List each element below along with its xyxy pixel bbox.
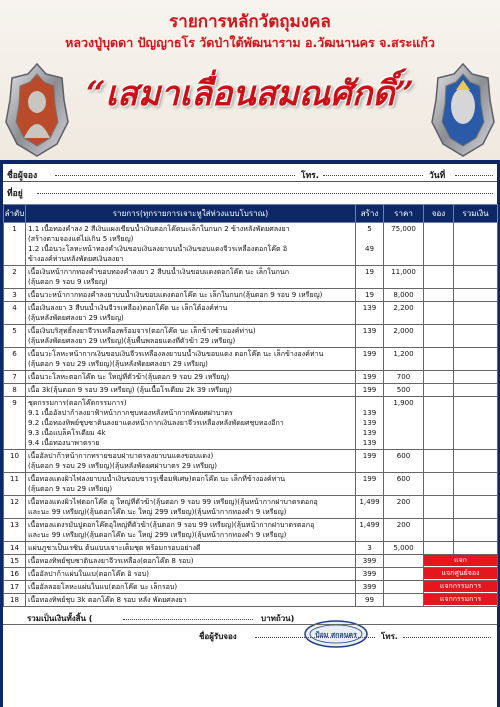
description-line: เนื้ออัลปาก้าแผ่นในแบ(ตอกโค๊ต อิ รอบ): [28, 569, 150, 578]
row-number: 13: [4, 519, 26, 542]
address-label: ที่อยู่: [7, 189, 23, 199]
reserve-cell[interactable]: [424, 266, 454, 289]
row-price: [384, 519, 424, 542]
reserve-cell[interactable]: [424, 397, 454, 450]
price-value: 600: [396, 474, 411, 483]
description-line: แผ่นภูชาเป็นเรซิน ต้นแบบเจาะเต็มชุด พร้อมกรอบอย่างดี: [28, 543, 201, 552]
total-cell[interactable]: [454, 397, 498, 450]
row-number: 10: [4, 450, 26, 473]
quantity-value: 199: [362, 349, 377, 358]
price-value: [386, 438, 421, 448]
quantity-value: 19: [364, 290, 375, 299]
reserve-cell[interactable]: [424, 371, 454, 384]
quantity-value: [358, 484, 381, 494]
price-value: 200: [396, 497, 411, 506]
quantity-value: 19: [364, 267, 375, 276]
table-row: [4, 223, 498, 266]
quantity-value: 399: [362, 582, 377, 591]
description-line: ชุดกรรมการ(ตอกโค๊ตกรรมการ): [28, 398, 127, 407]
price-value: 2,200: [393, 303, 414, 312]
row-price: [384, 581, 424, 594]
total-cell[interactable]: [454, 542, 498, 555]
price-value: [386, 418, 421, 428]
description-line: 9.1 เนื้ออัลปาก้าลงยาฟ้าหน้ากากชุบทองหลังหน้ากากพัดยศฝาบาตร: [28, 408, 233, 417]
table-row: [4, 266, 498, 289]
total-cell[interactable]: [454, 496, 498, 519]
row-description: [26, 371, 356, 384]
price-value: 5,000: [393, 543, 414, 552]
price-value: [386, 336, 421, 346]
table-row: [4, 568, 498, 581]
name-input[interactable]: [55, 175, 295, 176]
description-line: 9.2 เนื้อทองทิพย์ชุบซาตินลงยาแดงหน้ากากเงินลงยาจีวรเหลืองหลังพัดยศชุบทองอีกา: [28, 418, 284, 427]
description-line: (ลุ้นหลังพัดยศลงยา 29 เหรียญ): [28, 313, 124, 322]
row-quantity: [356, 542, 384, 555]
row-price: [384, 266, 424, 289]
row-quantity: [356, 289, 384, 302]
row-number: 18: [4, 594, 26, 607]
row-price: [384, 555, 424, 568]
reserve-cell[interactable]: [424, 519, 454, 542]
quantity-value: 199: [362, 385, 377, 394]
row-price: [384, 450, 424, 473]
row-price: [384, 542, 424, 555]
row-description: [26, 266, 356, 289]
quantity-value: [358, 336, 381, 346]
quantity-value: [358, 398, 381, 408]
reserve-cell[interactable]: [424, 496, 454, 519]
description-line: (สร้างตามจองแต่ไม่เกิน 5 เหรียญ): [28, 234, 134, 243]
row-description: [26, 594, 356, 607]
table-row: [4, 325, 498, 348]
total-input[interactable]: [123, 619, 253, 620]
row-price: [384, 496, 424, 519]
quantity-value: 199: [362, 372, 377, 381]
row-description: [26, 542, 356, 555]
quantity-value: 199: [362, 451, 377, 460]
total-cell[interactable]: [454, 302, 498, 325]
price-value: [386, 461, 421, 471]
row-quantity: [356, 555, 384, 568]
row-number: 5: [4, 325, 26, 348]
price-value: [386, 556, 421, 566]
row-price: [384, 397, 424, 450]
price-value: [386, 254, 421, 264]
price-value: [386, 408, 421, 418]
quantity-value: 139: [362, 303, 377, 312]
reserve-cell[interactable]: [424, 348, 454, 371]
row-description: [26, 581, 356, 594]
quantity-value: 139: [362, 326, 377, 335]
quantity-value: 1,499: [359, 497, 380, 506]
row-description: [26, 384, 356, 397]
quantity-value: [358, 277, 381, 287]
quantity-value: 5: [367, 224, 372, 233]
table-row: [4, 473, 498, 496]
total-cell[interactable]: [454, 371, 498, 384]
row-description: [26, 450, 356, 473]
row-number: 9: [4, 397, 26, 450]
row-description: [26, 568, 356, 581]
price-value: [386, 569, 421, 579]
description-line: และนะ 99 เหรียญ)(ลุ้นตอกโค๊ต นะ ใหญ่ 299 เหรียญ)(ลุ้นหน้ากากทองคำ 9 เหรียญ): [28, 530, 287, 539]
reserve-cell[interactable]: [424, 450, 454, 473]
row-number: 14: [4, 542, 26, 555]
quantity-value: [358, 461, 381, 471]
description-line: (ลุ้นตอก 9 รอบ 29 เหรียญ)(ลุ้นหลังพัดยศฝาบาตร 29 เหรียญ): [28, 461, 217, 470]
total-cell[interactable]: [454, 325, 498, 348]
row-number: 16: [4, 568, 26, 581]
description-line: เนื้อเงินหน้ากากทองคำขอบทองคำลงยา 2 สีบนน้ำเงินขอบแดงตอกโค๊ต นะ เล็กในกนก: [28, 267, 290, 276]
total-cell[interactable]: [454, 289, 498, 302]
row-quantity: [356, 266, 384, 289]
table-row: [4, 384, 498, 397]
description-line: ข้างองค์ท่านหลังพัดยศเงินลงยา: [28, 254, 124, 263]
quantity-value: 49: [364, 244, 375, 253]
quantity-value: [358, 234, 381, 244]
description-line: 1.1 เนื้อทองคำลง 2 สีเงินแผงเขียนน้ำเงินตอกโค๊ตนะเล็กในกนก 2 ข้างหลังพัดยศลงยา: [28, 224, 290, 233]
phone-input[interactable]: [323, 175, 423, 176]
row-description: [26, 223, 356, 266]
header-reserve: จอง: [424, 205, 454, 223]
price-value: [386, 428, 421, 438]
table-row: [4, 289, 498, 302]
row-description: [26, 519, 356, 542]
row-status: [424, 594, 498, 607]
description-line: เนื้อ 3k(ลุ้นตอก 9 รอบ 39 เหรียญ) (ลุ้นเนื้อโรเดียม 2k 39 เหรียญ): [28, 385, 233, 394]
row-description: [26, 325, 356, 348]
price-value: 2,000: [393, 326, 414, 335]
description-line: เนื้อทองแดงรมันปูตอกโค๊ตอุใหญ่ที่ตัวฆ้า(ลุ้นตอก 9 รอบ 99 เหรียญ)(ลุ้นหน้ากากฝาบาตรตอกอุ: [28, 520, 315, 529]
row-description: [26, 555, 356, 568]
price-value: 1,900: [393, 398, 414, 407]
row-price: [384, 325, 424, 348]
row-number: 17: [4, 581, 26, 594]
quantity-value: 139: [362, 418, 377, 427]
row-quantity: [356, 496, 384, 519]
poster-title: “เสมาเลื่อนสมณศักดิ์”: [85, 74, 415, 114]
price-value: 200: [396, 520, 411, 529]
row-description: [26, 496, 356, 519]
stamp-text: ป้อม สกลนคร: [315, 631, 357, 639]
description-line: เนื้อทองทิพย์ชุบซาตินลงยาจีวรเหลือง(ตอกโค๊ต 8 รอบ): [28, 556, 194, 565]
row-price: [384, 348, 424, 371]
header-desc: รายการ(ทุกรายการเจาะหูใส่ห่วงแบบโบราณ): [26, 205, 356, 223]
status-badge: แจกกรรมการ: [424, 581, 497, 592]
description-line: เนื้ออัลปาก้าหน้ากากทรายขอบฝาบาตรลงยาบนแดงขอบแดง): [28, 451, 214, 460]
header-qty: สร้าง: [356, 205, 384, 223]
row-quantity: [356, 348, 384, 371]
row-quantity: [356, 384, 384, 397]
quantity-value: 1,499: [359, 520, 380, 529]
header-price: ราคา: [384, 205, 424, 223]
date-label: วันที่: [429, 171, 446, 181]
row-description: [26, 302, 356, 325]
row-number: 15: [4, 555, 26, 568]
row-description: [26, 473, 356, 496]
row-price: [384, 568, 424, 581]
name-row: [3, 164, 497, 182]
row-quantity: [356, 223, 384, 266]
quantity-value: 139: [362, 428, 377, 437]
total-label: รวมเป็นเงินทั้งสิ้น (: [27, 614, 93, 623]
receiver-label: ชื่อผู้รับจอง: [199, 632, 237, 641]
price-value: 75,000: [391, 224, 416, 233]
baht-label: บาทถ้วน): [261, 614, 295, 623]
reserve-cell[interactable]: [424, 542, 454, 555]
row-number: 11: [4, 473, 26, 496]
price-value: 600: [396, 451, 411, 460]
price-value: [386, 507, 421, 517]
receiver-row: [3, 626, 497, 643]
description-line: เนื้อนวะโลหะตอกโค๊ต นะ ใหญ่ที่ตัวฆ้า(ลุ้นตอก 9 รอบ 29 เหรียญ): [28, 372, 230, 381]
row-price: [384, 594, 424, 607]
row-quantity: [356, 450, 384, 473]
row-number: 1: [4, 223, 26, 266]
quantity-value: 99: [364, 595, 375, 604]
row-quantity: [356, 519, 384, 542]
quantity-value: [358, 507, 381, 517]
row-status: [424, 555, 498, 568]
table-row: [4, 555, 498, 568]
table-row: [4, 581, 498, 594]
price-value: 700: [396, 372, 411, 381]
total-cell[interactable]: [454, 519, 498, 542]
table-row: [4, 302, 498, 325]
reserve-cell[interactable]: [424, 473, 454, 496]
reserve-cell[interactable]: [424, 289, 454, 302]
total-cell[interactable]: [454, 473, 498, 496]
row-price: [384, 223, 424, 266]
table-header-row: [4, 205, 498, 223]
quantity-value: 399: [362, 569, 377, 578]
description-line: 9.3 เนื้อแบล็คโรเดียม 4k: [28, 428, 106, 437]
price-value: 500: [396, 385, 411, 394]
row-number: 4: [4, 302, 26, 325]
row-status: [424, 581, 498, 594]
price-value: [386, 234, 421, 244]
order-form-frame: [0, 160, 500, 707]
price-value: 1,200: [393, 349, 414, 358]
quantity-value: 3: [367, 543, 372, 552]
receiver-phone-label: โทร.: [381, 632, 398, 641]
row-number: 7: [4, 371, 26, 384]
header-no: ลำดับ: [4, 205, 26, 223]
table-row: [4, 519, 498, 542]
row-quantity: [356, 594, 384, 607]
description-line: เนื้อทองแดงผิวไฟตอกโค๊ต อุ ใหญ่ที่ตัวฆ้า(ลุ้นตอก 9 รอบ 99 เหรียญ)(ลุ้นหน้ากากฝาบาตรตอกอุ: [28, 497, 318, 506]
header-line-1: รายการหลักวัตถุมงคล: [169, 12, 331, 32]
quantity-value: [358, 359, 381, 369]
row-description: [26, 289, 356, 302]
price-value: 8,000: [393, 290, 414, 299]
date-input[interactable]: [455, 175, 493, 176]
reserve-cell[interactable]: [424, 302, 454, 325]
price-value: 11,000: [391, 267, 416, 276]
row-price: [384, 289, 424, 302]
row-price: [384, 384, 424, 397]
description-line: เนื้อนวะโลหะหน้ากากเงินขอบเงินจีวรเหลืองลงยาบนน้ำเงินขอบแดง ตอกโค๊ต นะ เล็กข้างองค์ท่าน: [28, 349, 324, 358]
description-line: เนื้อเงินลงยา 3 สีบนน้ำเงินจีวรเหลือง)ตอกโค๊ต นะ เล็กโต้องค์ท่าน: [28, 303, 228, 312]
quantity-value: [358, 254, 381, 264]
description-line: เนื้อเงินบริสุทธิ์ลงยาจีวรเหลืองพร้อมจาร(ตอกโค๊ต นะ เล็กข้างซ้ายองค์ท่าน): [28, 326, 256, 335]
price-value: [386, 530, 421, 540]
receiver-phone-input[interactable]: [403, 637, 491, 638]
table-row: [4, 371, 498, 384]
quantity-value: 139: [362, 438, 377, 447]
description-line: (ลุ้นตอก 9 รอบ 29 เหรียญ): [28, 484, 113, 493]
row-quantity: [356, 473, 384, 496]
description-line: (ลุ้นตอก 9 รอบ 9 เหรียญ): [28, 277, 108, 286]
order-form: [3, 164, 497, 707]
table-row: [4, 397, 498, 450]
description-line: (ลุ้นหลังพัดยศลงยา 29 เหรียญ)(ลุ้นพื้นพลอยแดงที่ตัวฆ้า 29 เหรียญ): [28, 336, 236, 345]
price-value: [386, 484, 421, 494]
address-row: [3, 182, 497, 200]
header-line-2: หลวงปู่บุดดา ปัญญาธโร วัดป่าใต้พัฒนาราม อ.วัฒนานคร จ.สระแก้ว: [65, 35, 435, 50]
description-line: 1.2 เนื้อนวะโลหะหน้าทองคำเงินขอบเงินลงยาบนน้ำเงินขอบแดงจีวรเหลืองตอกโค๊ต อิ: [28, 244, 288, 253]
receiver-input[interactable]: [255, 637, 375, 638]
row-status: [424, 568, 498, 581]
total-cell[interactable]: [454, 384, 498, 397]
row-quantity: [356, 568, 384, 581]
row-price: [384, 371, 424, 384]
quantity-value: [358, 313, 381, 323]
row-price: [384, 473, 424, 496]
quantity-value: [358, 530, 381, 540]
table-row: [4, 542, 498, 555]
total-cell[interactable]: [454, 223, 498, 266]
reserve-cell[interactable]: [424, 325, 454, 348]
poster-header: [0, 0, 500, 160]
row-quantity: [356, 397, 384, 450]
total-cell[interactable]: [454, 450, 498, 473]
row-quantity: [356, 302, 384, 325]
description-line: เนื้อทองทิพย์ชุบ 3k ตอกโค๊ต 8 รอบ หลัง พัดยศลงยา: [28, 595, 187, 604]
description-line: เนื้อนวะหน้ากากทองคำลงยาบนน้ำเงินขอบแดงตอกโค๊ต นะ เล็กในกนก(ลุ้นตอก 9 รอบ 9 เหรียญ): [28, 290, 323, 299]
table-row: [4, 496, 498, 519]
address-input[interactable]: [37, 193, 493, 194]
description-line: และนะ 99 เหรียญ)(ลุ้นตอกโค๊ต นะ ใหญ่ 299 เหรียญ)(ลุ้นหน้ากากทองคำ 9 เหรียญ): [28, 507, 287, 516]
description-line: เนื้อทองแดงผิวไฟลงยาบนน้ำเงินขอบขาวรูเชื่อมพิเศษ)ตอกโค๊ต นะ เล็กที่ข้างองค์ท่าน: [28, 474, 286, 483]
phone-label: โทร.: [301, 171, 319, 181]
row-quantity: [356, 371, 384, 384]
reserve-cell[interactable]: [424, 223, 454, 266]
status-badge: แจกกรรมการ: [424, 594, 497, 605]
total-row: [3, 608, 497, 625]
row-number: 3: [4, 289, 26, 302]
table-row: [4, 594, 498, 607]
row-number: 2: [4, 266, 26, 289]
price-value: [386, 359, 421, 369]
header-total: รวมเงิน: [454, 205, 498, 223]
row-quantity: [356, 325, 384, 348]
row-number: 6: [4, 348, 26, 371]
reserve-cell[interactable]: [424, 384, 454, 397]
status-badge: แจกศูนย์จอง: [424, 568, 497, 579]
status-badge: แจก: [424, 555, 497, 566]
row-number: 12: [4, 496, 26, 519]
price-value: [386, 582, 421, 592]
table-row: [4, 450, 498, 473]
name-label: ชื่อผู้จอง: [7, 171, 38, 181]
quantity-value: 199: [362, 474, 377, 483]
quantity-value: 139: [362, 408, 377, 417]
items-table: [3, 204, 498, 607]
row-description: [26, 397, 356, 450]
total-cell[interactable]: [454, 266, 498, 289]
quantity-value: 399: [362, 556, 377, 565]
description-line: (ลุ้นตอก 9 รอบ 29 เหรียญ)(ลุ้นหลังพัดยศลงยา 29 เหรียญ): [28, 359, 208, 368]
row-price: [384, 302, 424, 325]
row-number: 8: [4, 384, 26, 397]
description-line: 9.4 เนื้อทองนาพาตราย: [28, 438, 100, 447]
row-quantity: [356, 581, 384, 594]
description-line: เนื้ออัลลอยโลหะแผ่นในแบ(ตอกโค๊ต นะ เล็กรอบ): [28, 582, 178, 591]
total-cell[interactable]: [454, 348, 498, 371]
price-value: [386, 244, 421, 254]
row-description: [26, 348, 356, 371]
price-value: [386, 595, 421, 605]
table-row: [4, 348, 498, 371]
price-value: [386, 277, 421, 287]
price-value: [386, 313, 421, 323]
